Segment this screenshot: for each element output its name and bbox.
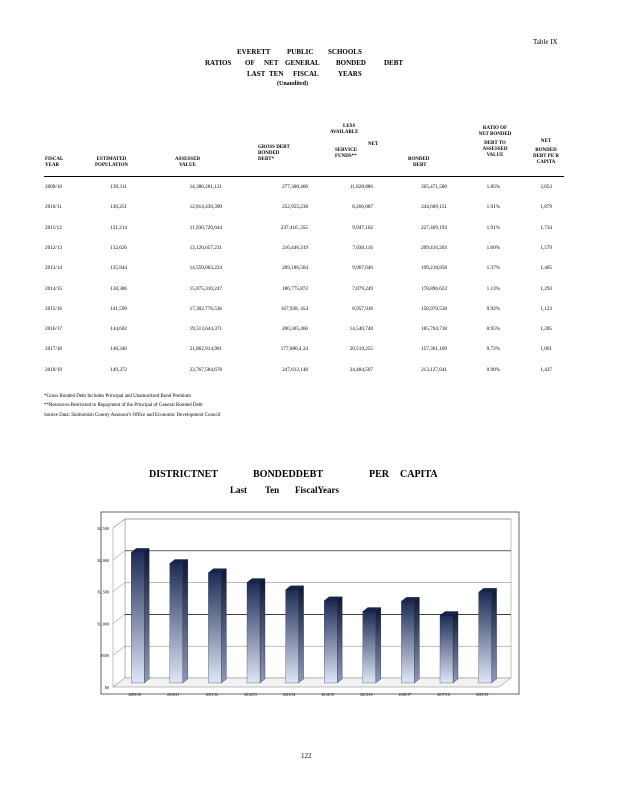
x-tick-label: 2013/14 [282, 693, 296, 697]
cell-ratio: 1.91% [486, 224, 500, 231]
y-tick-label: $2,500 [97, 526, 109, 531]
bar [247, 583, 260, 683]
cell-ratio: 0.90% [486, 366, 500, 373]
x-tick-label: 2009/10 [128, 693, 141, 697]
header-line: FUNDS** [335, 154, 357, 159]
cell-gross: 237,416 ,355 [280, 224, 308, 231]
chart-subtitle-word: Last [230, 485, 248, 495]
cell-gross: 200,305,466 [282, 326, 308, 333]
cell-net: 213,127,641 [421, 366, 447, 373]
title-word: BONDED [336, 59, 366, 67]
header-line: DEBT [413, 163, 427, 168]
y-tick-label: $500 [100, 653, 109, 659]
header-line: ESTIMATED [96, 157, 127, 162]
header-line: DEBT PE R [532, 154, 560, 159]
bar [324, 601, 337, 683]
cell-pc: 1,465 [540, 265, 552, 272]
y-tick-label: $1,500 [97, 589, 109, 595]
cell-ratio: 0.72% [486, 346, 500, 353]
bar [479, 592, 492, 683]
cell-av: 19,513,644,371 [189, 326, 222, 333]
chart-title-word: CAPITA [400, 469, 438, 480]
bar-side [183, 559, 188, 683]
bar [286, 590, 299, 683]
cell-gross: 252,955,238 [282, 204, 308, 211]
bar [170, 563, 183, 683]
header-line: DEBT TO [484, 141, 506, 146]
cell-ratio: 1.60% [486, 244, 500, 251]
header-line: BONDED [535, 148, 557, 153]
y-tick-label: $0 [104, 685, 109, 690]
cell-net: 157,361,169 [421, 346, 447, 353]
y-tick-label: $1,000 [97, 621, 109, 627]
cell-year: 2011/12 [45, 224, 62, 231]
header-line: YEAR [45, 163, 60, 168]
bar [208, 573, 221, 683]
cell-year: 2012/13 [45, 244, 63, 251]
cell-ratio: 1.91% [486, 204, 500, 211]
header-line: POPULATION [95, 163, 128, 168]
cell-year: 2015/16 [45, 305, 63, 312]
cell-gross: 167,928, 454 [280, 305, 308, 312]
cell-pop: 130,251 [110, 204, 127, 211]
cell-less: 11,828,886 [349, 184, 373, 190]
footnote: **Resources Restricted to Repayment of the Principal of General Bonded Debt [44, 403, 203, 408]
bar-side [299, 586, 304, 683]
title-word: EVERETT [237, 48, 271, 56]
cell-av: 17,302,776,536 [189, 305, 222, 312]
cell-net: 209,416,203 [421, 244, 447, 251]
x-tick-label: 2014/15 [321, 693, 334, 697]
x-tick-label: 2018/19 [475, 693, 489, 697]
x-tick-label: 2016/17 [398, 693, 412, 697]
header-line: BONDED [258, 151, 280, 156]
cell-less: 14,540,748 [349, 326, 373, 333]
cell-net: 227,469,193 [421, 224, 447, 231]
cell-less: 20,519,255 [349, 346, 373, 353]
cell-year: 2009/10 [45, 184, 63, 190]
title-word: DEBT [384, 59, 404, 67]
title-word: YEARS [338, 70, 362, 78]
cell-year: 2018/19 [45, 366, 63, 373]
header-line: BONDED [408, 157, 430, 162]
cell-pop: 139,311 [110, 184, 127, 190]
cell-av: 11,930,720,644 [189, 224, 222, 231]
bar [401, 601, 414, 683]
cell-net: 244,689,151 [421, 204, 447, 211]
header-line: CAPITA [536, 160, 556, 165]
footnote: *Gross Bonded Debt Includes Principal and Unamortized Bond Premium [44, 394, 191, 399]
bar [131, 552, 144, 683]
chart-title-word: PER [369, 469, 389, 480]
title-word: NET [264, 59, 279, 67]
y-tick-label: $2,000 [97, 557, 109, 563]
cell-net: 178,896,623 [421, 285, 447, 292]
cell-pc: 1,427 [540, 366, 552, 373]
title-word: FISCAL [293, 70, 319, 78]
title-word: PUBLIC [287, 48, 314, 56]
header-line: RATIO OF [482, 126, 508, 131]
cell-gross: 177,880,4 24 [280, 346, 308, 353]
title-word: OF [245, 59, 255, 67]
header-line: NET BONDED [478, 132, 512, 137]
header-line: DEBT* [258, 157, 275, 162]
cell-pop: 138,386 [110, 285, 127, 292]
cell-gross: 209,186,504 [282, 265, 308, 272]
cell-pop: 144,602 [110, 326, 127, 333]
bar [440, 615, 453, 682]
cell-pc: 1,123 [540, 305, 552, 312]
table-number: Table IX [533, 38, 558, 46]
x-tick-label: 2011/12 [205, 693, 219, 697]
header-line: SERVICE [335, 148, 358, 153]
title-unaudited: (Unaudited) [277, 81, 309, 87]
cell-pc: 2,053 [540, 184, 552, 190]
cell-av: 12,814,430,390 [189, 204, 222, 211]
cell-net: 158,970,538 [421, 305, 447, 312]
bar [363, 612, 376, 683]
cell-year: 2014/15 [45, 285, 63, 292]
footnote: Source Data: Snohomish County Assessor's Office and Economic Development Council [44, 413, 221, 418]
cell-ratio: 0.95% [486, 326, 500, 333]
cell-av: 23,767,584,678 [189, 366, 222, 373]
title-word: TEN [269, 70, 284, 78]
header-line: AVAILABLE [330, 130, 359, 135]
bar-side [221, 569, 226, 683]
title-word: LAST [247, 70, 266, 78]
cell-pop: 149,372 [110, 366, 127, 373]
cell-pop: 148,340 [110, 346, 127, 353]
header-line: FISCAL [45, 157, 64, 162]
chart-subtitle-word: FiscalYears [295, 485, 339, 495]
cell-av: 15,875,310,247 [189, 285, 222, 292]
bar-side [144, 548, 149, 683]
header-line: NET [540, 139, 552, 144]
title-word: RATIOS [205, 59, 232, 67]
cell-gross: 247,612,148 [282, 366, 308, 373]
chart-title-word: BONDEDDEBT [253, 469, 324, 480]
bar-side [492, 588, 497, 683]
cell-year: 2016/17 [45, 326, 63, 333]
cell-less: 8,266,087 [352, 204, 373, 211]
cell-gross: 216,446,319 [282, 244, 308, 251]
cell-less: 8,957,916 [352, 305, 373, 312]
title-word: GENERAL [285, 59, 320, 67]
cell-av: 14,380,281,121 [189, 184, 222, 190]
header-line: NET [368, 142, 379, 147]
cell-pc: 1,285 [540, 326, 552, 333]
x-tick-label: 2012/13 [244, 693, 257, 697]
cell-pc: 1,879 [540, 204, 552, 211]
bar-side [260, 579, 265, 683]
cell-less: 34,484,507 [349, 366, 373, 373]
cell-pop: 141,599 [110, 305, 127, 312]
cell-year: 2010/11 [45, 204, 62, 211]
bar-side [453, 611, 458, 682]
header-line: VALUE [179, 163, 196, 168]
cell-pc: 1,579 [540, 244, 552, 251]
cell-ratio: 1.37% [486, 265, 500, 272]
cell-net: 265,471,580 [421, 184, 447, 190]
header-line: ASSESSED [482, 147, 508, 152]
cell-av: 13,126,657,231 [189, 244, 222, 251]
chart-side-wall [113, 519, 125, 687]
cell-year: 2017/18 [45, 346, 63, 353]
cell-less: 9,947,162 [352, 224, 373, 231]
cell-less: 7,030,116 [352, 244, 373, 251]
cell-pop: 131,214 [110, 224, 127, 231]
cell-av: 21,862,914,961 [189, 346, 222, 353]
cell-pc: 1,734 [540, 224, 552, 231]
title-word: SCHOOLS [328, 48, 362, 56]
header-line: ASSESSED [175, 157, 201, 162]
cell-pc: 1,293 [540, 285, 552, 292]
cell-less: 7,879,249 [352, 285, 373, 292]
cell-year: 2013/14 [45, 265, 63, 272]
cell-less: 9,967,646 [352, 265, 373, 272]
cell-ratio: 1.13% [486, 285, 500, 292]
cell-net: 199,218,858 [421, 265, 447, 272]
header-line: LESS [343, 124, 356, 129]
cell-ratio: 1.85% [486, 184, 500, 190]
cell-pc: 1,061 [540, 346, 552, 353]
cell-ratio: 0.92% [486, 305, 500, 312]
header-line: VALUE [486, 153, 504, 158]
cell-gross: 277,300,466 [282, 184, 308, 190]
bar-side [337, 597, 342, 683]
x-tick-label: 2015/16 [360, 693, 373, 697]
x-tick-label: 2010/11 [167, 693, 180, 697]
chart-title-word: DISTRICTNET [149, 469, 218, 480]
page-number: 122 [301, 752, 312, 760]
cell-pop: 135,944 [110, 265, 127, 272]
x-tick-label: 2017/18 [437, 693, 450, 697]
cell-pop: 132,626 [110, 244, 127, 251]
bar-side [376, 608, 381, 683]
cell-gross: 186,775,872 [282, 285, 308, 292]
bar-side [414, 597, 419, 683]
cell-net: 185,764,718 [421, 326, 447, 333]
chart-subtitle-word: Ten [265, 485, 280, 495]
header-line: GROSS DEBT [258, 145, 290, 150]
cell-av: 14,559,003,224 [189, 265, 222, 272]
